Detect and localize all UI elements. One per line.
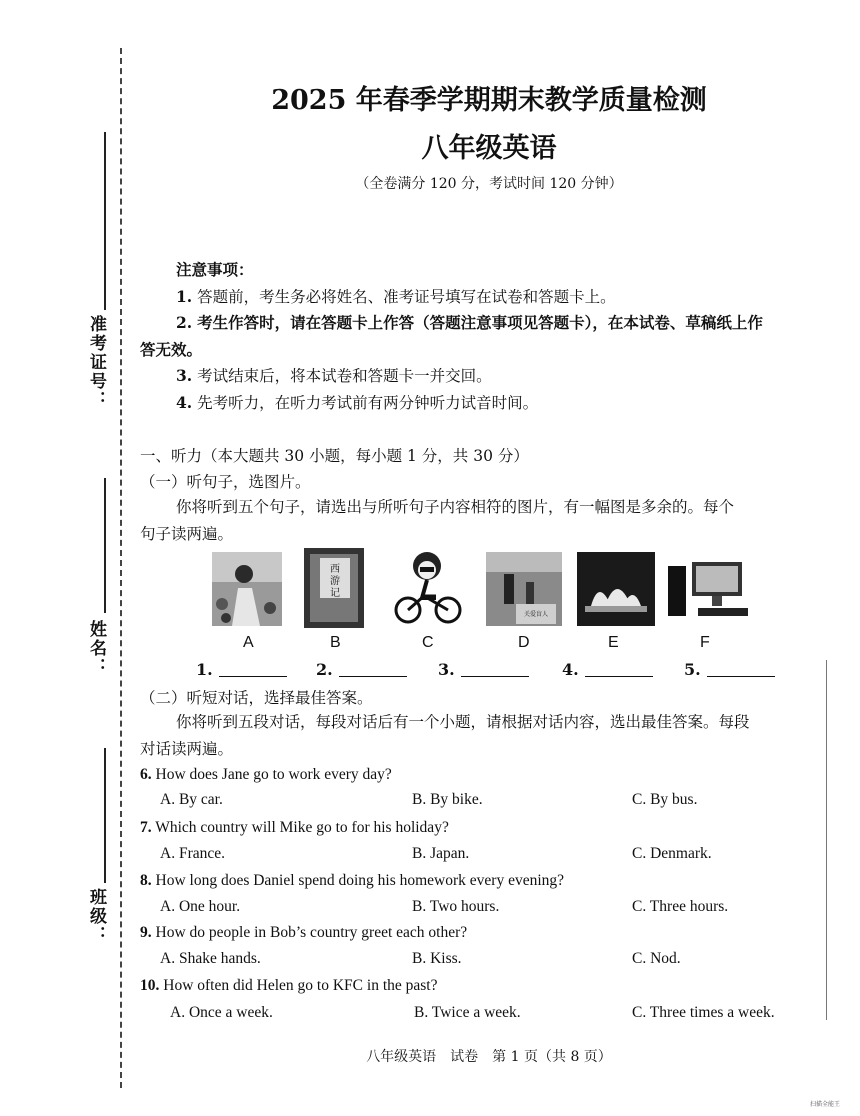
option-b: B. Japan. xyxy=(412,845,470,862)
notice-text: 考试结束后，将本试卷和答题卡一并交回。 xyxy=(197,367,492,385)
option-c: C. Nod. xyxy=(632,950,681,967)
notice-heading: 注意事项： xyxy=(176,261,254,279)
page-title: 2025 年春季学期期末教学质量检测 xyxy=(271,85,707,116)
margin-line xyxy=(826,660,827,1020)
blank-num: 3. xyxy=(438,660,455,679)
instruction-cont: 对话读两遍。 xyxy=(140,740,234,758)
option-a: A. France. xyxy=(160,845,225,862)
answer-blank xyxy=(196,660,287,679)
notice-item xyxy=(176,363,492,389)
question xyxy=(140,872,564,890)
option-a: A. One hour. xyxy=(160,898,241,915)
question-num: 6. xyxy=(140,766,152,783)
option-c: C. Denmark. xyxy=(632,845,712,862)
option-c: C. Three hours. xyxy=(632,898,729,915)
question-text: How long does Daniel spend doing his homework every evening? xyxy=(155,872,565,889)
option-b: B. Two hours. xyxy=(412,898,500,915)
blank-num: 4. xyxy=(562,660,579,679)
question xyxy=(140,766,392,784)
answer-blank xyxy=(438,660,529,679)
exam-id-label: 准考证号： xyxy=(86,315,106,410)
notice-num: 2. xyxy=(176,313,193,332)
notice-text: 考生作答时，请在答题卡上作答（答题注意事项见答题卡），在本试卷、草稿纸上作 xyxy=(197,313,763,332)
svg-text:游: 游 xyxy=(330,576,340,587)
blank-num: 1. xyxy=(196,660,213,679)
option-b: B. By bike. xyxy=(412,791,483,808)
scanner-watermark: 扫描全能王 xyxy=(809,1101,840,1108)
svg-text:记: 记 xyxy=(330,588,340,599)
picture-letter: C xyxy=(422,634,434,651)
question xyxy=(140,977,437,995)
picture-letter: E xyxy=(608,634,619,651)
option-c: C. Three times a week. xyxy=(632,1004,775,1021)
option-b: B. Twice a week. xyxy=(414,1004,521,1021)
picture-c-bicycle xyxy=(392,548,462,628)
subject-title: 八年级英语 xyxy=(421,133,557,164)
notice-num: 1. xyxy=(176,287,193,306)
answer-blank xyxy=(684,660,775,679)
page-footer: 八年级英语 试卷 第 1 页（共 8 页） xyxy=(366,1049,612,1065)
exam-info: （全卷满分 120 分，考试时间 120 分钟） xyxy=(355,176,623,192)
instruction-cont: 句子读两遍。 xyxy=(140,525,234,543)
name-label: 姓名： xyxy=(86,620,106,677)
option-a: A. Shake hands. xyxy=(160,950,261,967)
picture-letter: B xyxy=(330,634,341,651)
question xyxy=(140,924,467,942)
notice-item xyxy=(176,390,538,416)
instruction: 你将听到五个句子，请选出与所听句子内容相符的图片，有一幅图是多余的。每个 xyxy=(176,498,735,516)
option-c: C. By bus. xyxy=(632,791,698,808)
notice-num: 3. xyxy=(176,366,193,385)
notice-text: 答题前，考生务必将姓名、准考证号填写在试卷和答题卡上。 xyxy=(197,288,616,306)
question-num: 7. xyxy=(140,819,152,836)
question-text: Which country will Mike go to for his holiday? xyxy=(155,819,449,836)
class-blank xyxy=(104,748,106,883)
option-b: B. Kiss. xyxy=(412,950,462,967)
picture-b xyxy=(304,548,364,628)
question-text: How often did Helen go to KFC in the past? xyxy=(163,977,438,994)
picture-d xyxy=(486,552,562,626)
picture-letter: D xyxy=(518,634,530,651)
question-num: 9. xyxy=(140,924,152,941)
picture-letter: F xyxy=(700,634,710,651)
option-a: A. By car. xyxy=(160,791,223,808)
name-blank xyxy=(104,478,106,613)
picture-d-sign: 关爱盲人 xyxy=(523,611,549,618)
question-text: How do people in Bob’s country greet each other? xyxy=(155,924,468,941)
answer-blank xyxy=(316,660,407,679)
section-heading: 一、听力（本大题共 30 小题，每小题 1 分，共 30 分） xyxy=(140,447,529,465)
picture-f-computer xyxy=(668,560,752,620)
part-heading: （一）听句子，选图片。 xyxy=(140,473,311,491)
picture-e-opera-house xyxy=(577,552,655,626)
option-a: A. Once a week. xyxy=(170,1004,273,1021)
question-num: 10. xyxy=(140,977,160,994)
question xyxy=(140,819,449,837)
cut-line xyxy=(120,48,122,1088)
notice-item xyxy=(176,284,616,310)
notice-num: 4. xyxy=(176,393,193,412)
blank-num: 5. xyxy=(684,660,701,679)
notice-item xyxy=(176,310,763,336)
picture-letter: A xyxy=(243,634,254,651)
question-text: How does Jane go to work every day? xyxy=(155,766,392,783)
part-heading: （二）听短对话，选择最佳答案。 xyxy=(140,689,373,707)
instruction: 你将听到五段对话，每段对话后有一个小题，请根据对话内容，选出最佳答案。每段 xyxy=(176,713,750,731)
question-num: 8. xyxy=(140,872,152,889)
notice-text-cont: 答无效。 xyxy=(140,340,203,359)
notice-text: 先考听力，在听力考试前有两分钟听力试音时间。 xyxy=(197,394,539,412)
class-label: 班级： xyxy=(86,888,106,945)
svg-text:西: 西 xyxy=(330,564,340,575)
answer-blank xyxy=(562,660,653,679)
blank-num: 2. xyxy=(316,660,333,679)
picture-a xyxy=(212,552,282,626)
